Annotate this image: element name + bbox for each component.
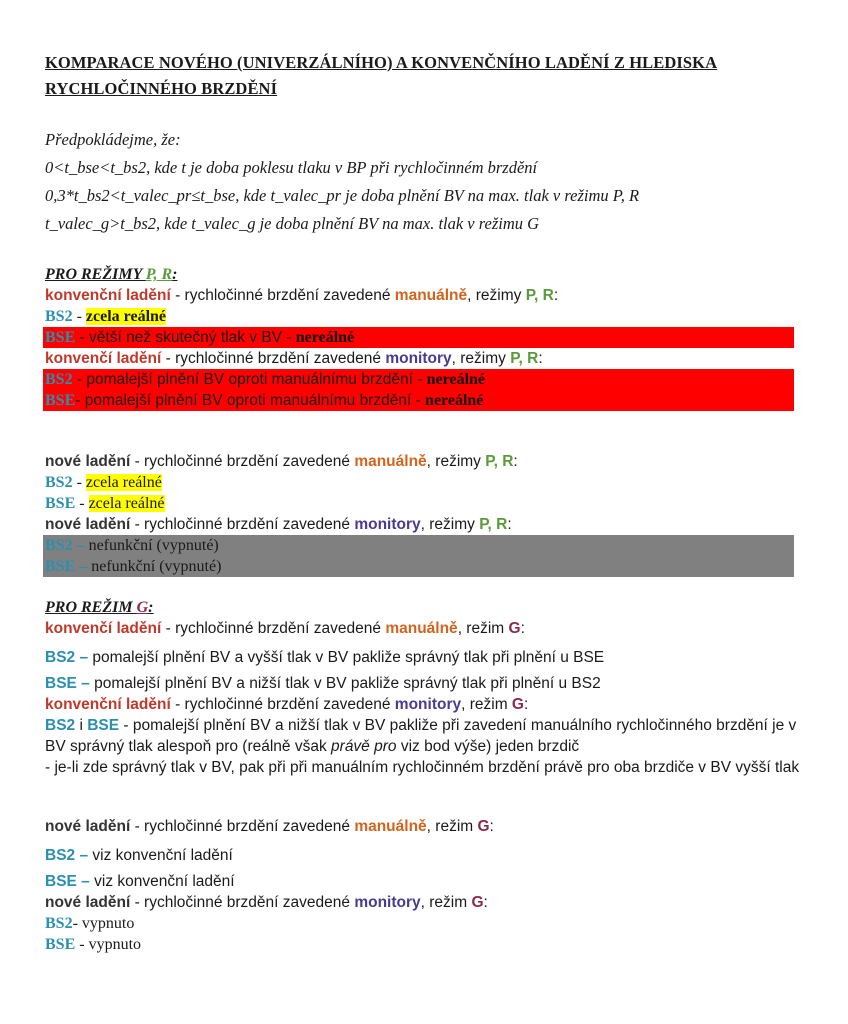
new-manual-line: nové ladění - rychločinné brzdění zavedené manuálně, režimy P, R:	[45, 453, 518, 470]
g-conv-manual-bs2: BS2 – pomalejší plnění BV a vyšší tlak v BV pakliže správný tlak při plnění u BSE	[45, 649, 605, 666]
conv-monitor-line: konvenčí ladění - rychločinné brzdění zavedené monitory, režimy P, R:	[45, 350, 543, 367]
section-g-new	[45, 816, 805, 955]
g-new-manual-line: nové ladění - rychločinné brzdění zavedené manuálně, režim G:	[45, 818, 494, 835]
conv-manual-bse: BSE - větší než skutečný tlak v BV - nereálné	[43, 327, 794, 348]
assumption-line: Předpokládejme, že:	[45, 130, 181, 149]
section-pr	[45, 264, 805, 411]
assumption-line: t_valec_g>t_bs2, kde t_valec_g je doba plnění BV na max. tlak v režimu G	[45, 214, 540, 233]
g-conv-manual-bse: BSE – pomalejší plnění BV a nižší tlak v BV pakliže správný tlak při plnění u BS2	[45, 675, 601, 692]
assumption-line: 0<t_bse<t_bs2, kde t je doba poklesu tlaku v BP při rychločinném brzdění	[45, 158, 538, 177]
section-heading-pr: PRO REŽIMY P, R:	[45, 266, 178, 283]
conv-manual-line: konvenční ladění - rychločinné brzdění zavedené manuálně, režimy P, R:	[45, 287, 559, 304]
new-manual-bse: BSE - zcela reálné	[45, 495, 165, 512]
conv-monitor-bs2: BS2 - pomalejší plnění BV oproti manuálnímu brzdění - nereálné	[43, 369, 794, 390]
section-heading-g: PRO REŽIM G:	[45, 599, 154, 616]
document-title: KOMPARACE NOVÉHO (UNIVERZÁLNÍHO) A KONVENČNÍHO LADĚNÍ Z HLEDISKA RYCHLOČINNÉHO BRZDĚNÍ	[45, 53, 718, 98]
conv-manual-bs2: BS2 - zcela reálné	[45, 308, 167, 325]
g-conv-monitor-note: - je-li zde správný tlak v BV, pak při při manuálním rychločinném brzdění právě pro oba brzdiče v BV vyšší tlak	[45, 759, 800, 776]
g-new-monitor-bse: BSE - vypnuto	[45, 936, 142, 953]
g-new-manual-bs2: BS2 – viz konvenční ladění	[45, 847, 233, 864]
g-new-manual-bse: BSE – viz konvenční ladění	[45, 873, 235, 890]
section-pr-new	[45, 451, 805, 577]
g-conv-monitor-both: BS2 i BSE - pomalejší plnění BV a nižší tlak v BV pakliže při zavedení manuálního rychločinného brzdění je v BV správný tlak alespoň pro (reálně však právě pro viz bod výše) jeden brzdič	[45, 717, 797, 755]
g-conv-monitor-line: konvenční ladění - rychločinné brzdění zavedené monitory, režim G:	[45, 696, 529, 713]
new-manual-bs2: BS2 - zcela reálné	[45, 474, 162, 491]
assumption-line: 0,3*t_bs2<t_valec_pr≤t_bse, kde t_valec_pr je doba plnění BV na max. tlak v režimu P, R	[45, 186, 640, 205]
section-g	[45, 597, 805, 778]
new-monitor-bse: BSE – nefunkční (vypnuté)	[43, 556, 794, 577]
assumptions	[45, 130, 805, 242]
new-monitor-line: nové ladění - rychločinné brzdění zavedené monitory, režimy P, R:	[45, 516, 512, 533]
g-new-monitor-bs2: BS2- vypnuto	[45, 915, 135, 932]
conv-monitor-bse: BSE- pomalejší plnění BV oproti manuálnímu brzdění - nereálné	[43, 390, 794, 411]
g-conv-manual-line: konvenčí ladění - rychločinné brzdění zavedené manuálně, režim G:	[45, 620, 525, 637]
g-new-monitor-line: nové ladění - rychločinné brzdění zavedené monitory, režim G:	[45, 894, 488, 911]
new-monitor-bs2: BS2 – nefunkční (vypnuté)	[43, 535, 794, 556]
